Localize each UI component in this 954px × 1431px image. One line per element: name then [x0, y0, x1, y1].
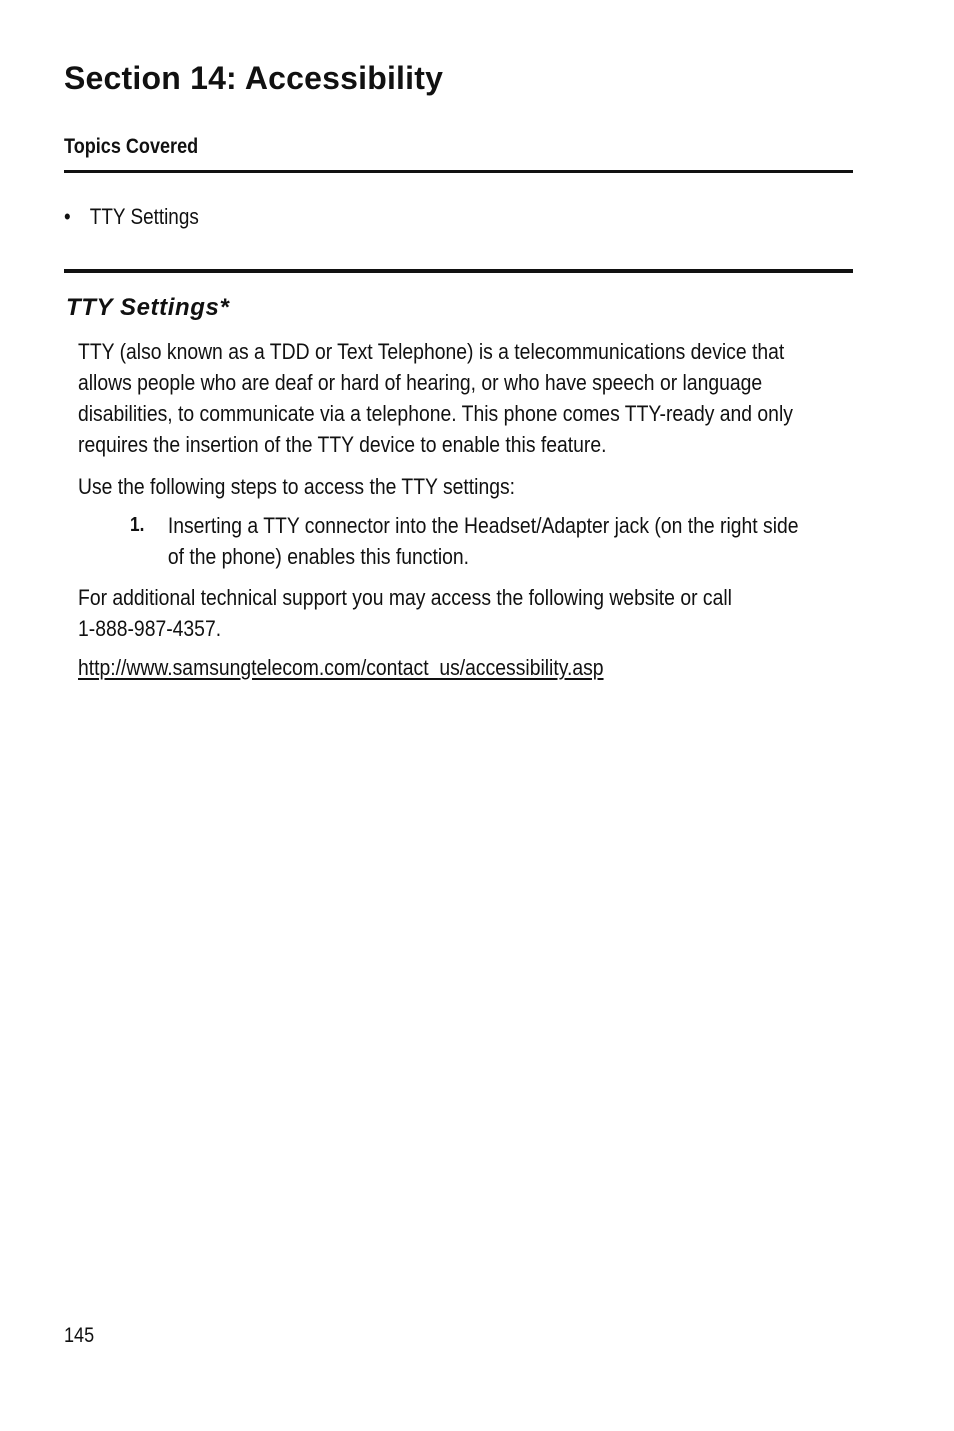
paragraph-line: 1-888-987-4357.	[78, 616, 222, 641]
divider-top	[64, 170, 853, 173]
topic-label-tty-settings: TTY Settings	[89, 204, 199, 229]
tty-description-paragraph	[78, 336, 835, 460]
topics-list	[64, 202, 221, 232]
step-text	[168, 510, 853, 572]
step-line: Inserting a TTY connector into the Headset/Adapter jack (on the right side	[167, 513, 799, 538]
topics-covered-heading: Topics Covered	[64, 135, 199, 158]
paragraph-line: requires the insertion of the TTY device to enable this feature.	[78, 432, 607, 457]
step-number: 1.	[130, 514, 145, 536]
page-number: 145	[64, 1324, 95, 1347]
support-paragraph	[78, 582, 835, 644]
section-title: Section 14: Accessibility	[64, 60, 444, 96]
step-line: of the phone) enables this function.	[167, 544, 470, 569]
divider-bottom	[64, 269, 853, 273]
paragraph-line: Use the following steps to access the TTY settings:	[78, 474, 516, 499]
steps-intro-paragraph	[78, 471, 835, 502]
accessibility-support-link[interactable]: http://www.samsungtelecom.com/contact_us/accessibility.asp	[78, 655, 604, 680]
paragraph-line: allows people who are deaf or hard of hearing, or who have speech or language	[78, 370, 763, 395]
list-item	[64, 202, 199, 232]
support-link-line	[78, 652, 604, 683]
paragraph-line: TTY (also known as a TDD or Text Telephone) is a telecommunications device that	[78, 339, 785, 364]
tty-settings-heading: TTY Settings*	[66, 294, 230, 321]
step-1	[130, 510, 852, 572]
paragraph-line: disabilities, to communicate via a telephone. This phone comes TTY-ready and only	[78, 401, 793, 426]
bullet-icon: •	[64, 204, 71, 229]
paragraph-line: For additional technical support you may access the following website or call	[78, 585, 732, 610]
